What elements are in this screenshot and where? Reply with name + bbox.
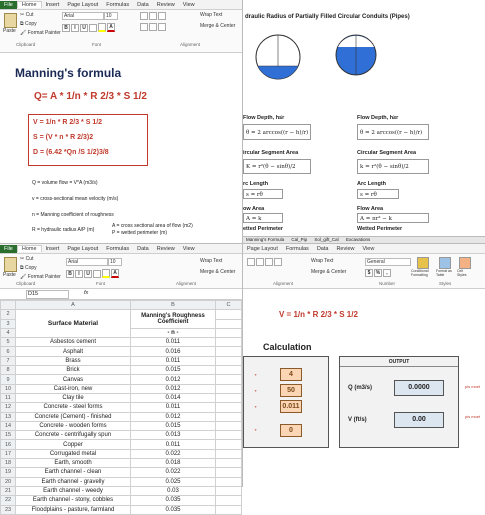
coefficient-cell[interactable]: 0.015	[131, 366, 216, 375]
cut-label: Cut	[25, 12, 34, 18]
align-top-button[interactable]	[247, 258, 255, 266]
material-cell[interactable]: Copper	[16, 440, 131, 449]
table-row	[1, 486, 242, 495]
coefficient-cell[interactable]: 0.011	[131, 338, 216, 347]
header-coefficient[interactable]: Manning's Roughness Coefficient	[131, 310, 216, 329]
empty-cell[interactable]	[216, 356, 242, 365]
equation-diameter: D = (6.42 *Qn /S 1/2)3/8	[33, 149, 109, 156]
comma-button[interactable]: ,	[383, 269, 391, 277]
table-row	[1, 366, 242, 375]
tab-insert[interactable]: Insert	[45, 245, 60, 252]
equation-slope: S = (V * n * R 2/3)2	[33, 134, 94, 141]
align-top-button[interactable]	[140, 12, 148, 20]
ribbon-tabs-3	[243, 244, 485, 254]
wrap-text-button[interactable]: Wrap Text	[311, 258, 334, 264]
empty-cell[interactable]	[216, 477, 242, 486]
row-number[interactable]: 2	[1, 310, 16, 319]
coefficient-cell[interactable]: 0.018	[131, 459, 216, 468]
ribbon-home-3	[243, 254, 485, 289]
format-painter-label: Format Painter	[27, 30, 61, 36]
tab-data[interactable]: Data	[316, 245, 329, 252]
group-alignment: Alignment	[180, 42, 201, 47]
align-bottom-button[interactable]	[158, 12, 166, 20]
calculation-title: Calculation	[263, 342, 312, 352]
label-flow-depth-left: Flow Depth, h≤r	[243, 115, 285, 121]
table-row	[1, 496, 242, 505]
row-number[interactable]: 20	[1, 477, 16, 486]
empty-cell[interactable]	[216, 431, 242, 440]
formula-theta-left: θ = 2 arccos((r − h)/r)	[243, 124, 311, 140]
excel-window-calculation	[243, 244, 485, 487]
formula-k-left: K = r²(θ − sinθ)/2	[243, 159, 311, 174]
formula-a-left: A = k	[243, 213, 283, 223]
group-styles: Styles	[439, 281, 452, 286]
ribbon-tabs	[0, 0, 242, 10]
row-number[interactable]: 9	[1, 375, 16, 384]
number-format-buttons	[365, 269, 392, 277]
align-middle-button[interactable]	[256, 258, 264, 266]
side-note-1: pis moet	[465, 384, 481, 389]
note-q: Q = volume flow = V*A (m3/s)	[32, 180, 98, 186]
fill-color-button[interactable]	[102, 269, 110, 278]
empty-cell[interactable]	[216, 468, 242, 477]
copy-label: Copy	[24, 21, 37, 27]
row-number[interactable]: 4	[1, 328, 16, 337]
empty-cell[interactable]	[216, 319, 242, 328]
merge-center-button[interactable]: Merge & Center	[200, 269, 236, 275]
sheet-tab-excavations[interactable]: Excavations	[345, 237, 371, 242]
excel-window-roughness	[0, 244, 242, 513]
coefficient-cell[interactable]: 0.022	[131, 449, 216, 458]
row-number[interactable]: 22	[1, 496, 16, 505]
material-cell[interactable]: Cast-iron, new	[16, 384, 131, 393]
input-cell-1[interactable]: 4	[280, 368, 302, 381]
coefficient-cell[interactable]: 0.014	[131, 393, 216, 402]
tab-view[interactable]: View	[182, 1, 195, 8]
sheet-manning	[0, 56, 242, 243]
main-equation-text: Q= A * 1/n * R 2/3 * S 1/2	[34, 91, 147, 102]
material-cell[interactable]: Asbestos cement	[16, 338, 131, 347]
tab-view[interactable]: View	[362, 245, 375, 252]
group-clipboard: Clipboard	[16, 42, 36, 47]
note-p: P = wetted perimeter (m)	[112, 230, 168, 236]
group-font: Font	[96, 281, 106, 286]
roughness-table	[0, 300, 242, 515]
empty-cell[interactable]	[216, 310, 242, 319]
conditional-formatting-icon[interactable]	[417, 257, 429, 269]
coefficient-cell[interactable]: 0.03	[131, 486, 216, 495]
divider-horizontal	[0, 243, 485, 244]
table-row	[1, 384, 242, 393]
equation-velocity: V = 1/n * R 2/3 * S 1/2	[33, 119, 103, 126]
formula-k-right: k = r²(θ − sinθ)/2	[357, 159, 429, 174]
label-wetted-perimeter-right: Wetted Perimeter	[357, 226, 403, 232]
tab-page-layout[interactable]: Page Layout	[67, 245, 99, 252]
tab-page-layout[interactable]: Page Layout	[247, 245, 278, 252]
sheet-tab-manning[interactable]: Manning's Formula	[246, 237, 285, 242]
tab-review[interactable]: Review	[336, 245, 355, 252]
row-number[interactable]: 12	[1, 403, 16, 412]
underline-button[interactable]: U	[84, 270, 92, 278]
tab-home[interactable]: Home	[17, 1, 42, 8]
font-format-buttons	[62, 23, 116, 32]
table-row	[1, 449, 242, 458]
font-format-buttons	[66, 269, 120, 278]
empty-cell[interactable]	[216, 486, 242, 495]
input-bullet-4: ∘	[254, 427, 258, 433]
input-cell-4[interactable]: 0	[280, 424, 302, 437]
main-equation	[34, 91, 147, 102]
copy-label: Copy	[24, 265, 37, 271]
merge-center-button[interactable]: Merge & Center	[200, 23, 236, 29]
tab-formulas[interactable]: Formulas	[106, 1, 130, 8]
ribbon-home-2	[0, 254, 242, 289]
coefficient-cell[interactable]: 0.025	[131, 477, 216, 486]
corner-cell[interactable]	[1, 301, 16, 310]
note-r: R = hydraulic radius A/P (m)	[32, 227, 95, 233]
font-color-button[interactable]: A	[111, 269, 119, 278]
label-wetted-perimeter-left: etted Perimeter	[243, 226, 284, 232]
table-row	[1, 477, 242, 486]
label-segment-area-right: Circular Segment Area	[357, 150, 417, 156]
material-cell[interactable]: Earth channel - gravelly	[16, 477, 131, 486]
sheet-title: Manning's formula	[15, 66, 122, 80]
row-number[interactable]: 14	[1, 421, 16, 430]
formula-bar	[0, 289, 242, 300]
coefficient-cell[interactable]: 0.011	[131, 356, 216, 365]
align-left-button[interactable]	[140, 23, 148, 31]
wrap-text-button[interactable]: Wrap Text	[200, 12, 223, 18]
bold-button[interactable]: B	[66, 270, 74, 278]
font-size-select[interactable]: 10	[108, 258, 122, 266]
tab-view[interactable]: View	[182, 245, 195, 252]
formula-s-right: s = rθ	[357, 189, 399, 199]
empty-cell[interactable]	[216, 375, 242, 384]
note-a: A = cross sectional area of flow (m2)	[112, 223, 193, 229]
empty-cell[interactable]	[216, 449, 242, 458]
material-cell[interactable]: Concrete - wooden forms	[16, 421, 131, 430]
row-number[interactable]: 8	[1, 366, 16, 375]
italic-button[interactable]: I	[75, 270, 83, 278]
formula-s-left: s = rθ	[243, 189, 283, 199]
label-segment-area-left: ircular Segment Area	[243, 150, 299, 156]
pipe-diagram-partial	[253, 32, 303, 82]
coefficient-cell[interactable]: 0.016	[131, 347, 216, 356]
coefficient-cell[interactable]: 0.035	[131, 496, 216, 505]
side-note-2: pis moet	[465, 414, 481, 419]
group-number: Number	[379, 281, 396, 286]
material-cell[interactable]: Earth, smooth	[16, 459, 131, 468]
coefficient-cell[interactable]: 0.011	[131, 403, 216, 412]
merge-center-button[interactable]: Merge & Center	[311, 269, 347, 275]
row-number[interactable]: 13	[1, 412, 16, 421]
format-painter-button[interactable]: 🖌 Format Painter	[20, 30, 61, 36]
group-alignment: Alignment	[273, 281, 294, 286]
empty-cell[interactable]	[216, 347, 242, 356]
paste-icon[interactable]	[4, 257, 17, 272]
formula-a-right: A = πr² − k	[357, 213, 429, 223]
material-cell[interactable]: Clay tile	[16, 393, 131, 402]
ribbon-home	[0, 10, 242, 53]
header-surface-material[interactable]: Surface Material	[16, 310, 131, 338]
table-row	[1, 505, 242, 514]
font-size-select[interactable]: 10	[104, 12, 118, 20]
coefficient-cell[interactable]: 0.012	[131, 384, 216, 393]
material-cell[interactable]: Brick	[16, 366, 131, 375]
format-as-table-button[interactable]: Format as Table	[436, 269, 452, 277]
material-cell[interactable]: Asphalt	[16, 347, 131, 356]
column-header-row	[1, 301, 242, 310]
input-panel	[243, 356, 329, 448]
empty-cell[interactable]	[216, 328, 242, 337]
table-row	[1, 403, 242, 412]
column-header-b[interactable]: B	[131, 301, 216, 310]
italic-button[interactable]: I	[71, 24, 79, 32]
format-painter-button[interactable]: 🖌 Format Painter	[20, 274, 61, 280]
tab-page-layout[interactable]: Page Layout	[67, 1, 99, 8]
orientation-button[interactable]	[274, 258, 282, 266]
label-flow-area-right: Flow Area	[357, 206, 384, 212]
table-row	[1, 356, 242, 365]
input-bullet-3: ∘	[254, 404, 258, 410]
align-middle-button[interactable]	[149, 12, 157, 20]
material-cell[interactable]: Earth channel - stony, cobbles	[16, 496, 131, 505]
material-cell[interactable]: Concrete - steel forms	[16, 403, 131, 412]
empty-cell[interactable]	[216, 384, 242, 393]
row-number[interactable]: 23	[1, 505, 16, 514]
tab-file[interactable]: File	[0, 245, 17, 253]
coefficient-cell[interactable]: 0.015	[131, 421, 216, 430]
name-box[interactable]: D15	[26, 290, 69, 299]
table-row	[1, 431, 242, 440]
note-v: v = cross-sectional mean velocity (m/s)	[32, 196, 119, 202]
label-arc-length-right: Arc Length	[357, 181, 387, 187]
velocity-equation: V = 1/n * R 2/3 * S 1/2	[279, 310, 358, 319]
pipe-diagram-full	[333, 32, 379, 78]
material-cell[interactable]: Concrete (Cement) - finished	[16, 412, 131, 421]
paste-icon[interactable]	[4, 13, 17, 28]
empty-cell[interactable]	[216, 496, 242, 505]
borders-button[interactable]	[93, 270, 101, 278]
row-number[interactable]: 10	[1, 384, 16, 393]
ribbon-tabs-2	[0, 244, 242, 254]
tab-insert[interactable]: Insert	[45, 1, 60, 8]
coefficient-cell[interactable]: 0.012	[131, 412, 216, 421]
cut-button[interactable]: ✂ Cut	[20, 12, 34, 18]
paste-button[interactable]: Paste	[3, 28, 16, 34]
row-number[interactable]: 5	[1, 338, 16, 347]
header-row	[1, 310, 242, 319]
cell-styles-icon[interactable]	[459, 257, 471, 269]
copy-button[interactable]: ⧉ Copy	[20, 265, 37, 271]
material-cell[interactable]: Earth channel - weedy	[16, 486, 131, 495]
font-name-select[interactable]: Arial	[66, 258, 108, 266]
v-label: V (ft/s)	[348, 417, 367, 423]
table-row	[1, 375, 242, 384]
header-n[interactable]: - n -	[131, 328, 216, 337]
font-name-select[interactable]: Arial	[62, 12, 104, 20]
fx-icon[interactable]: fx	[84, 290, 89, 296]
row-number[interactable]: 3	[1, 319, 16, 328]
excel-window-hydraulic-radius	[243, 0, 485, 243]
row-number[interactable]: 16	[1, 440, 16, 449]
hydraulic-title: draulic Radius of Partially Filled Circular Conduits (Pipes)	[245, 14, 410, 20]
tab-review[interactable]: Review	[156, 1, 175, 8]
row-number[interactable]: 15	[1, 431, 16, 440]
number-format-select[interactable]: General	[365, 258, 411, 266]
input-bullet-2: ∘	[254, 388, 258, 394]
align-right-button[interactable]	[158, 23, 166, 31]
material-cell[interactable]: Canvas	[16, 375, 131, 384]
material-cell[interactable]: Brass	[16, 356, 131, 365]
note-n: n = Manning coefficient of roughness	[32, 212, 114, 218]
material-cell[interactable]: Earth channel - clean	[16, 468, 131, 477]
excel-window-manning	[0, 0, 242, 243]
tab-home[interactable]: Home	[17, 245, 42, 252]
tab-formulas[interactable]: Formulas	[285, 245, 309, 252]
label-flow-area-left: ow Area	[243, 206, 265, 212]
empty-cell[interactable]	[216, 366, 242, 375]
row-number[interactable]: 7	[1, 356, 16, 365]
row-number[interactable]: 18	[1, 459, 16, 468]
v-output-cell[interactable]: 0.00	[394, 412, 444, 428]
table-row	[1, 338, 242, 347]
cut-label: Cut	[25, 256, 34, 262]
group-font: Font	[92, 42, 102, 47]
input-bullet-1: ∘	[254, 372, 258, 378]
coefficient-cell[interactable]: 0.013	[131, 431, 216, 440]
coefficient-cell[interactable]: 0.012	[131, 375, 216, 384]
table-row	[1, 421, 242, 430]
label-arc-length-left: rc Length	[243, 181, 269, 187]
cell-styles-button[interactable]: Cell Styles	[457, 269, 467, 277]
empty-cell[interactable]	[216, 338, 242, 347]
bold-button[interactable]: B	[62, 24, 70, 32]
align-bottom-button[interactable]	[265, 258, 273, 266]
alignment-buttons-row2	[140, 23, 167, 31]
material-cell[interactable]: Concrete - centrifugally spun	[16, 431, 131, 440]
tab-file[interactable]: File	[0, 1, 17, 9]
input-cell-3[interactable]: 0.011	[280, 400, 302, 413]
tab-review[interactable]: Review	[156, 245, 175, 252]
wrap-text-button[interactable]: Wrap Text	[200, 258, 223, 264]
group-clipboard: Clipboard	[16, 281, 36, 286]
sheet-tab-cal-pip[interactable]: Cal_Pip	[291, 237, 308, 242]
copy-button[interactable]: ⧉ Copy	[20, 21, 37, 27]
table-row	[1, 459, 242, 468]
tab-formulas[interactable]: Formulas	[106, 245, 130, 252]
row-number[interactable]: 19	[1, 468, 16, 477]
tab-data[interactable]: Data	[137, 245, 149, 252]
tab-data[interactable]: Data	[137, 1, 149, 8]
coefficient-cell[interactable]: 0.011	[131, 440, 216, 449]
equations-box	[28, 114, 148, 166]
row-number[interactable]: 17	[1, 449, 16, 458]
alignment-buttons	[140, 12, 167, 20]
row-number[interactable]: 11	[1, 393, 16, 402]
underline-button[interactable]: U	[80, 24, 88, 32]
label-flow-depth-right: Flow Depth, h≥r	[357, 115, 399, 121]
alignment-buttons	[247, 258, 283, 266]
output-panel	[339, 356, 459, 448]
fill-color-button[interactable]	[98, 23, 106, 32]
borders-button[interactable]	[89, 24, 97, 32]
q-output-cell[interactable]: 0.0000	[394, 380, 444, 396]
table-row	[1, 347, 242, 356]
empty-cell[interactable]	[216, 403, 242, 412]
column-header-a[interactable]: A	[16, 301, 131, 310]
q-label: Q (m3/s)	[348, 385, 373, 391]
row-number[interactable]: 21	[1, 486, 16, 495]
empty-cell[interactable]	[216, 505, 242, 514]
row-number[interactable]: 6	[1, 347, 16, 356]
group-alignment: Alignment	[176, 281, 197, 286]
table-row	[1, 468, 242, 477]
table-row	[1, 440, 242, 449]
material-cell[interactable]: Floodplains - pasture, farmland	[16, 505, 131, 514]
conditional-formatting-button[interactable]: Conditional Formatting	[411, 269, 429, 277]
coefficient-cell[interactable]: 0.035	[131, 505, 216, 514]
column-header-c[interactable]: C	[216, 301, 242, 310]
font-color-button[interactable]: A	[107, 23, 115, 32]
align-center-button[interactable]	[149, 23, 157, 31]
currency-button[interactable]: $	[365, 269, 373, 277]
empty-cell[interactable]	[216, 412, 242, 421]
empty-cell[interactable]	[216, 393, 242, 402]
format-painter-label: Format Painter	[27, 274, 61, 280]
output-title: OUTPUT	[340, 359, 458, 367]
formula-theta-right: θ = 2 arccos((r − h)/r)	[357, 124, 429, 140]
coefficient-cell[interactable]: 0.022	[131, 468, 216, 477]
empty-cell[interactable]	[216, 440, 242, 449]
format-as-table-icon[interactable]	[439, 257, 451, 269]
sheet-tab-sol[interactable]: Sol_gift_Cal	[314, 237, 339, 242]
input-cell-2[interactable]: 50	[280, 384, 302, 397]
empty-cell[interactable]	[216, 459, 242, 468]
percent-button[interactable]: %	[375, 270, 381, 276]
table-row	[1, 412, 242, 421]
paste-button[interactable]: Paste	[3, 272, 16, 278]
material-cell[interactable]: Corrugated metal	[16, 449, 131, 458]
table-row	[1, 393, 242, 402]
empty-cell[interactable]	[216, 421, 242, 430]
cut-button[interactable]: ✂ Cut	[20, 256, 34, 262]
